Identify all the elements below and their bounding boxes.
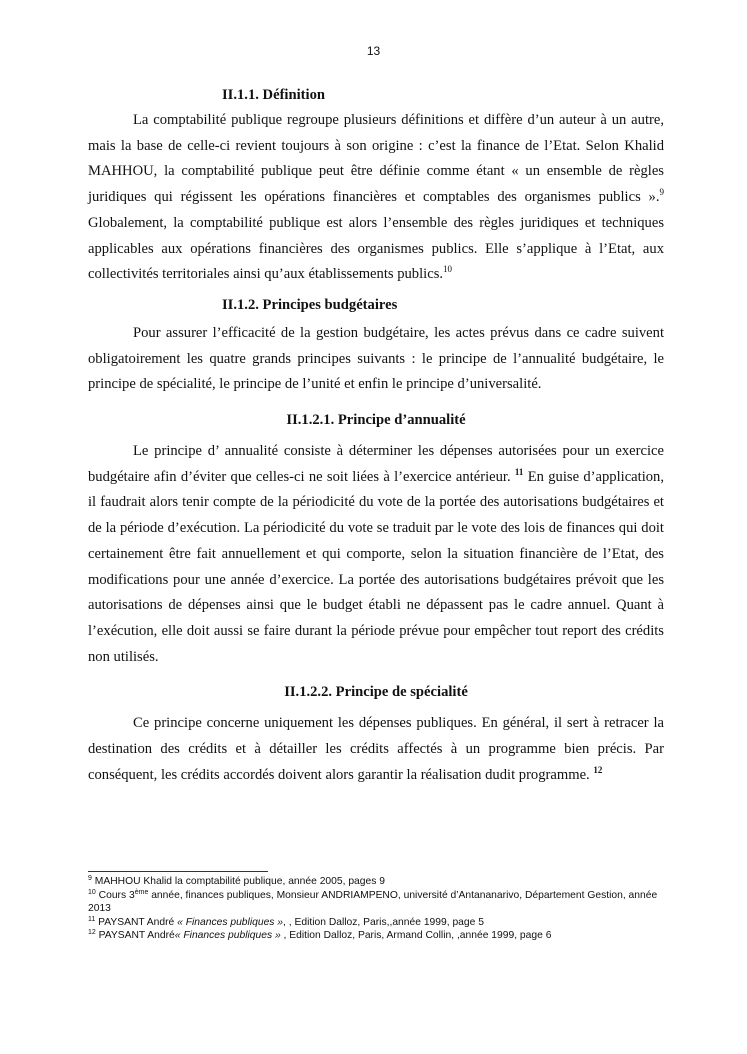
footnote-9 bbox=[88, 875, 664, 889]
heading-principe-specialite: II.1.2.2. Principe de spécialité bbox=[284, 684, 468, 701]
paragraph-text: Globalement, la comptabilité publique est alors l’ensemble des règles juridiques et techniques applicables aux opérations financières des organismes publics. Elle s’applique à l’Etat, aux collectivités territoriales ainsi qu’aux établissements publics. bbox=[88, 214, 664, 283]
footnote-separator bbox=[88, 871, 268, 872]
footnote-number: 10 bbox=[88, 888, 96, 896]
footnote-ref-10[interactable]: 10 bbox=[443, 264, 453, 275]
paragraph-principe-annualite bbox=[88, 439, 664, 670]
footnote-text: Cours 3 bbox=[95, 889, 135, 901]
footnote-ref-12[interactable]: 12 bbox=[593, 764, 603, 775]
footnote-text: PAYSANT André bbox=[95, 916, 178, 928]
heading-principes-budgetaires: II.1.2. Principes budgétaires bbox=[222, 296, 398, 313]
paragraph-principes-budgetaires: Pour assurer l’efficacité de la gestion budgétaire, les actes prévus dans ce cadre suivent obligatoirement les quatre grands principes suivants : le principe de l’annualité budgétaire, le principe de spécialité, le principe de l’unité et enfin le principe d’universalité. bbox=[88, 324, 664, 393]
page-number: 13 bbox=[366, 44, 381, 58]
footnote-number: 12 bbox=[88, 929, 96, 936]
heading-definition: II.1.1. Définition bbox=[222, 87, 325, 103]
footnotes bbox=[88, 875, 664, 943]
footnote-text: PAYSANT André bbox=[95, 930, 175, 941]
footnote-book-title: « Finances publiques » bbox=[177, 916, 284, 928]
footnote-12 bbox=[88, 929, 664, 943]
paragraph-text: La comptabilité publique regroupe plusieurs définitions et diffère d’un auteur à un autre, mais la base de celle-ci revient toujours à son origine : c’est la finance de l’Etat. Selon Khalid MAHHOU, la comptabilité publique peut être définie comme étant « un ensemble de règles juridiques qui régissent les opérations financières et comptables des organismes publics ». bbox=[88, 112, 664, 206]
footnote-text: , , Edition Dalloz, Paris,,année 1999, page 5 bbox=[283, 916, 484, 928]
footnote-number: 11 bbox=[88, 915, 96, 923]
footnote-11 bbox=[88, 916, 664, 930]
footnote-text: année, finances publiques, Monsieur ANDRIAMPENO, université d’Antananarivo, Département Gestion, année 2013 bbox=[88, 889, 658, 914]
page-body bbox=[88, 82, 664, 788]
footnote-ref-9[interactable]: 9 bbox=[659, 187, 664, 198]
paragraph-text: Ce principe concerne uniquement les dépenses publiques. En général, il sert à retracer la destination des crédits et à détailler les crédits affectés à un programme bien précis. Par conséquent, les crédits accordés doivent alors garantir la réalisation dudit programme. bbox=[88, 715, 664, 783]
heading-principe-annualite: II.1.2.1. Principe d’annualité bbox=[286, 412, 466, 429]
footnote-book-title: « Finances publiques » bbox=[174, 930, 281, 941]
paragraph-principe-specialite bbox=[88, 711, 664, 788]
paragraph-definition bbox=[88, 108, 664, 288]
footnote-text: MAHHOU Khalid la comptabilité publique, année 2005, pages 9 bbox=[91, 876, 385, 887]
paragraph-text: Le principe d’ annualité consiste à déterminer les dépenses autorisées pour un exercice budgétaire afin d’éviter que celles-ci ne soit liées à l’exercice antérieur. bbox=[88, 443, 664, 485]
footnote-ref-11[interactable]: 11 bbox=[514, 466, 524, 477]
footnote-superscript: ème bbox=[134, 888, 149, 896]
paragraph-text: En guise d’application, il faudrait alors tenir compte de la périodicité du vote de la portée des autorisations budgétaires et de la période d’exécution. La périodicité du vote se traduit par le vote des lois de finances qui doit certainement être fait annuellement et qui comporte, selon la situation financière de l’Etat, des modifications pour une année d’exercice. La portée des autorisations budgétaires prévoit que les autorisations de dépenses ainsi que le budget établi ne dépassent pas le cadre annuel. Quant à l’exécution, elle doit aussi se faire durant la période prévue pour empêcher tout report des crédits non utilisés. bbox=[88, 468, 664, 665]
footnote-10 bbox=[88, 889, 664, 916]
footnote-number: 9 bbox=[88, 875, 92, 882]
footnote-text: , Edition Dalloz, Paris, Armand Collin, ,année 1999, page 6 bbox=[280, 930, 552, 941]
